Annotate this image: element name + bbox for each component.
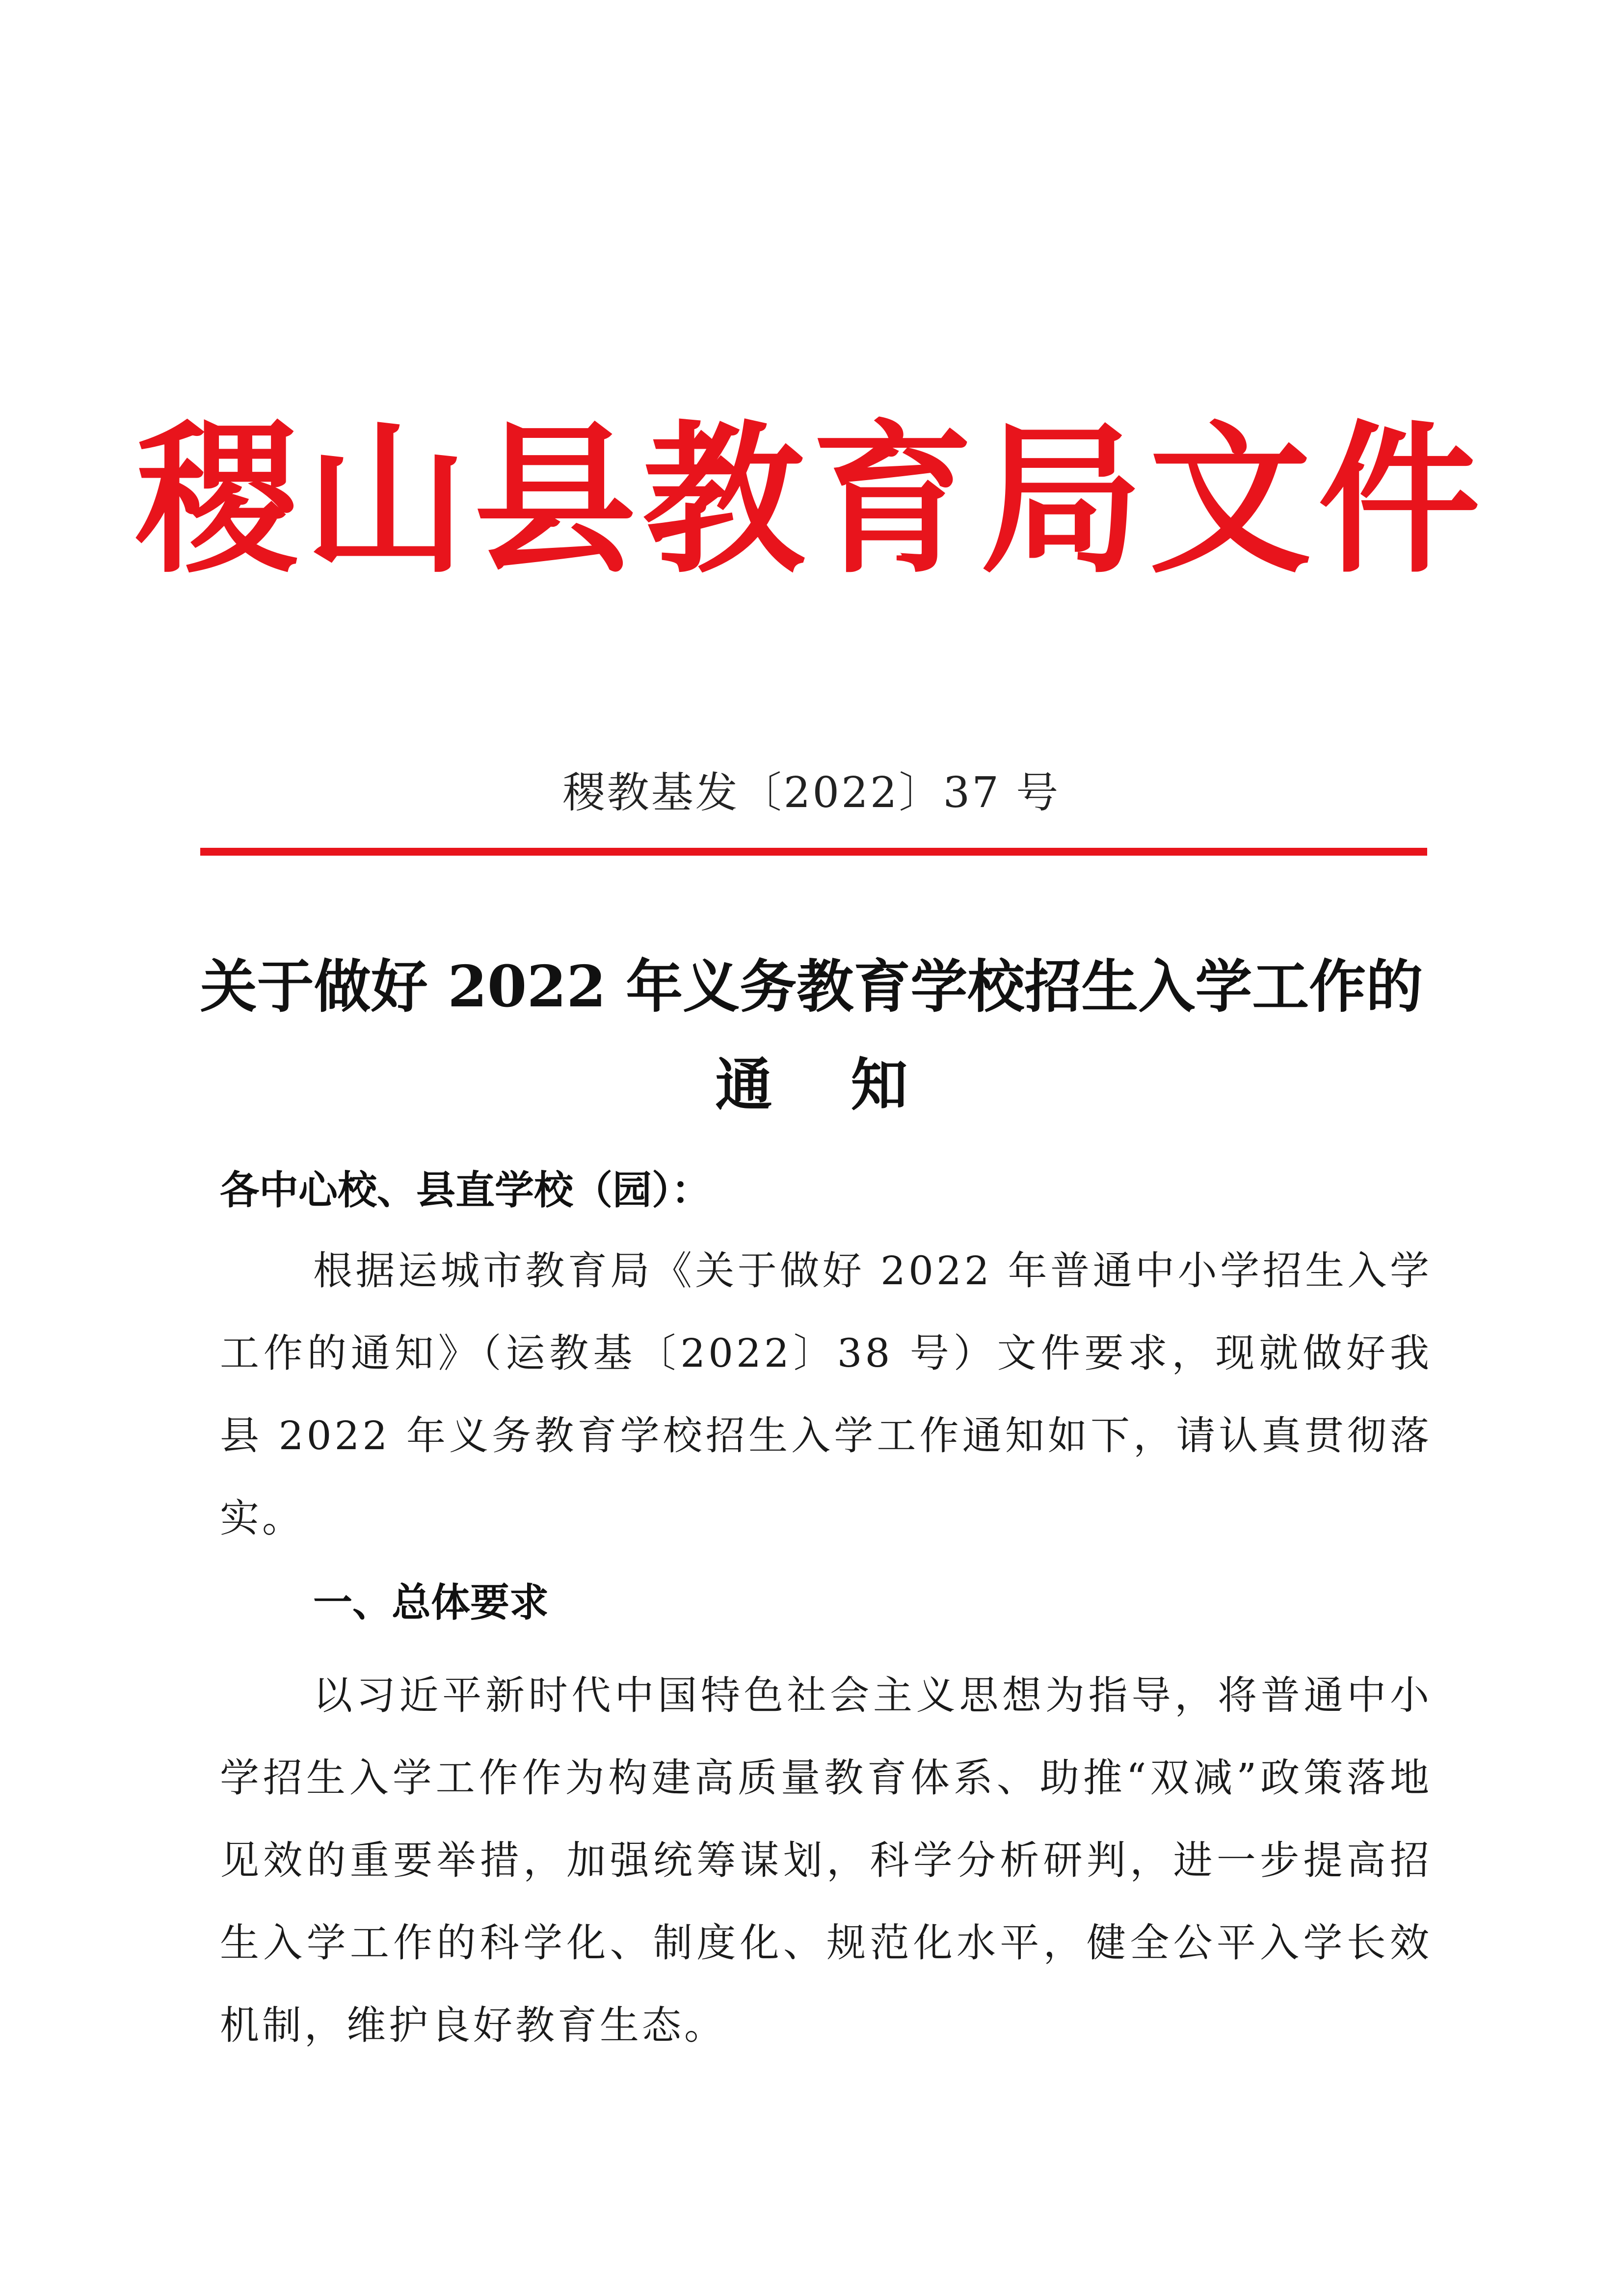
- masthead-title: 稷山县教育局文件: [136, 406, 1487, 595]
- intro-paragraph: 根据运城市教育局《关于做好 2022 年普通中小学招生入学工作的通知》（运教基〔2022〕38 号）文件要求，现就做好我县 2022 年义务教育学校招生入学工作通知如下，请认真贯彻落实。: [220, 1248, 1432, 1541]
- notice-title-line-2: 通知: [715, 1052, 986, 1118]
- general-requirements-paragraph: 以习近平新时代中国特色社会主义思想为指导，将普通中小学招生入学工作作为构建高质量教育体系、助推“双减”政策落地见效的重要举措，加强统筹谋划，科学分析研判，进一步提高招生入学工作的科学化、制度化、规范化水平，健全公平入学长效机制，维护良好教育生态。: [220, 1673, 1432, 2048]
- section-heading-general-requirements: 一、总体要求: [313, 1580, 549, 1625]
- notice-title: [147, 938, 1476, 1134]
- red-divider-rule: [200, 848, 1427, 856]
- notice-title-line-1: 关于做好 2022 年义务教育学校招生入学工作的: [200, 953, 1423, 1020]
- addressee: 各中心校、县直学校（园）：: [220, 1167, 711, 1213]
- document-number: 稷教基发〔2022〕37 号: [562, 768, 1061, 817]
